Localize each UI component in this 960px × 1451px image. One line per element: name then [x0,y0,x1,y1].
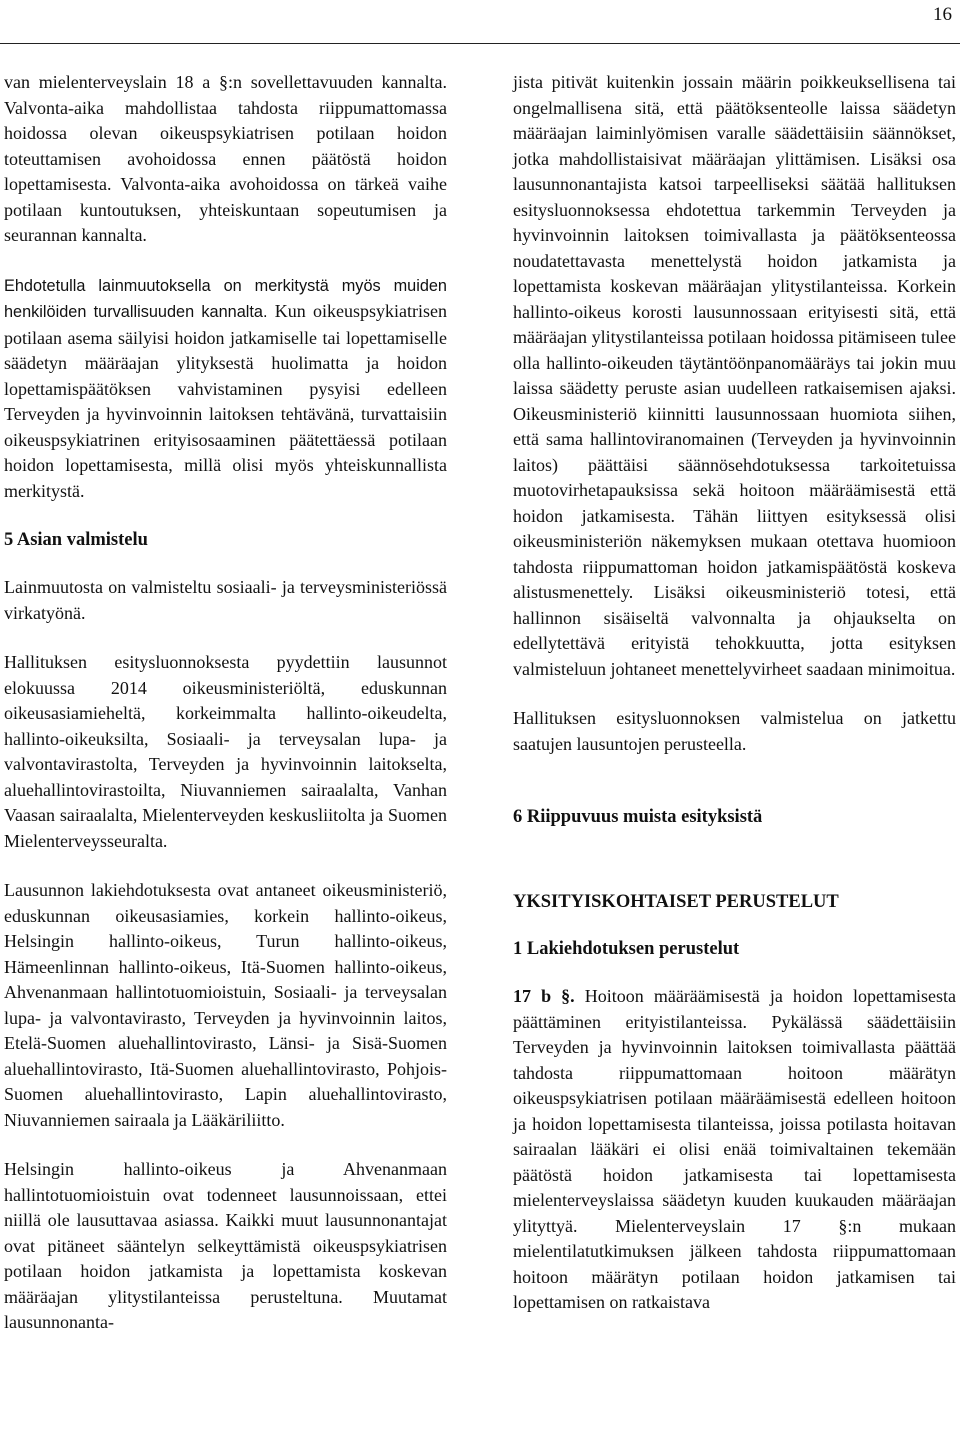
paragraph: van mielenterveyslain 18 a §:n sovellettavuuden kannalta. Valvonta-aika mahdollistaa tahdosta riippumattomassa hoidossa olevan oikeuspsykiatrisen potilaan hoidon toteuttamisen avohoidossa ennen päätöstä hoidon lopettamisesta. Valvonta-aika avohoidossa on tärkeä vaihe potilaan kuntoutuksen, yhteiskuntaan sopeutumisen ja seurannan kannalta. [4,72,447,245]
paragraph [513,984,956,1316]
paragraph [4,273,447,505]
page-number: 16 [933,4,952,25]
right-column [513,70,956,1316]
paragraph: Hallituksen esitysluonnoksesta pyydettiin lausunnot elokuussa 2014 oikeusministeriöltä, eduskunnan oikeusasiamieheltä, korkeimmalta hallinto-oikeudelta, hallinto-oikeuksilta, Sosiaali- ja terveysalan lupa- ja valvontavirastolta, Terveyden ja hyvinvoinnin laitokselta, aluehallintovirastoilta, Niuvanniemen sairaalalta, Vanhan Vaasan sairaalalta, Mielenterveyden keskusliitolta ja Suomen Mielenterveysseuralta. [4,652,447,851]
section-heading: YKSITYISKOHTAISET PERUSTELUT [513,892,839,912]
section-heading: 5 Asian valmistelu [4,530,148,550]
section-heading: 1 Lakiehdotuksen perustelut [513,939,740,959]
left-column [4,70,447,1336]
paragraph: Helsingin hallinto-oikeus ja Ahvenanmaan hallintotuomioistuin ovat todenneet lausunnoissaan, ettei niillä ole lausuttavaa asiassa. Kaikki muut lausunnonantajat ovat pitäneet sääntelyn selkeyttämistä oikeuspsykiatrisen potilaan hoidon jatkamista ja lopettamista koskevan määräajan ylitystilanteissa perusteltuna. Muutamat lausunnonanta- [4,1159,447,1332]
section-label: 17 b §. [513,986,575,1006]
paragraph-text: Kun oikeuspsykiatrisen potilaan asema säilyisi hoidon jatkamiselle tai lopettamiselle säädetyn määräajan ylityksestä huolimatta ja hoidon lopettamispäätöksen vahvistaminen pysyisi edelleen Terveyden ja hyvinvoinnin laitoksen tehtävänä, turvattaisiin oikeuspsykiatrinen erityisosaaminen päätettäessä potilaan hoidon lopettamisesta, millä olisi myös yhteiskunnallista merkitystä. [4,301,448,501]
sans-text-span: Ehdotetulla lainmuutoksella on merkitystä myös muiden henkilöiden turvallisuuden kannalta. [4,276,447,321]
paragraph-text: Hoitoon määräämisestä ja hoidon lopettamisesta päättäminen erityistilanteissa. Pykälässä säädettäisiin Terveyden ja hyvinvoinnin laitoksen toimivallasta päättää tahdosta riippumattomaan hoitoon määrätyn oikeuspsykiatrisen potilaan määräämisestä edelleen hoitoon ja hoidon lopettamisesta tilanteissa, joissa potilasta hoitavan sairaalan lääkäri ei olisi enää toimivaltainen tekemään päätöstä hoidon jatkamisesta tai lopettamisesta mielenterveyslaissa säädetyn kuuden kuukauden määräajan ylityttyä. Mielenterveyslain 17 §:n mukaan mielentilatutkimuksen jälkeen tahdosta riippumattomaan hoitoon määrätyn potilaan hoidon jatkamisen tai lopettamisen on ratkaistava [513,986,956,1312]
paragraph: jista pitivät kuitenkin jossain määrin poikkeuksellisena tai ongelmallisena sitä, että päätöksenteolle laissa säädetyn määräajan laiminlyömisen varalle säädettäisiin säännökset, jotka mahdollistaisivat määräajan ylittämisen. Lisäksi osa lausunnonantajista katsoi tarpeelliseksi säätää hallituksen esitysluonnoksessa ehdotettua tarkemmin Terveyden ja hyvinvoinnin laitoksen toimivallasta ja päätöksenteossa noudatettavasta menettelystä hoidon jatkamista ja lopettamista koskevan määräajan ylitystilanteissa. Korkein hallinto-oikeus korosti lausunnossaan erityisesti sitä, että määräajan ylitystilanteissa potilaan hoidossa pitämiseen tulee olla hallinto-oikeuden täytäntöönpanomääräys tai jokin muu laissa säädetty peruste asian uudelleen ratkaisemisen ajaksi. Oikeusministeriö kiinnitti lausunnossaan huomiota siihen, että sama hallintoviranomainen (Terveyden ja hyvinvoinnin laitos) päättäisi säännösehdotuksessa tarkoitetuissa muotovirhetapauksissa sekä hoitoon määräämisestä että hoidon jatkamisesta. Tähän liittyen esityksessä olisi oikeusministeriön näkemyksen mukaan otettava huomioon tahdosta riippumattoman hoidon jatkamispäätöstä koskeva alistusmenettely. Lisäksi oikeusministeriö totesi, että hallinnon sisäiseltä valvonnalta ja ohjaukselta on edellytettävä erityistä tehokkuutta, jotta esityksen valmisteluun johtaneet menettelyvirheet saadaan minimoitua. [513,72,956,679]
header-rule [0,43,960,44]
section-heading: 6 Riippuvuus muista esityksistä [513,807,763,827]
paragraph: Lainmuutosta on valmisteltu sosiaali- ja terveysministeriössä virkatyönä. [4,577,447,623]
paragraph: Lausunnon lakiehdotuksesta ovat antaneet oikeusministeriö, eduskunnan oikeusasiamies, korkein hallinto-oikeus, Helsingin hallinto-oikeus, Turun hallinto-oikeus, Hämeenlinnan hallinto-oikeus, Itä-Suomen hallinto-oikeus, Ahvenanmaan hallintotuomioistuin, Sosiaali- ja terveysalan lupa- ja valvontavirasto, Terveyden ja hyvinvoinnin laitos, Etelä-Suomen aluehallintovirasto, Länsi- ja Sisä-Suomen aluehallintovirasto, Itä-Suomen aluehallintovirasto, Pohjois-Suomen aluehallintovirasto, Lapin aluehallintovirasto, Niuvanniemen sairaala ja Lääkäriliitto. [4,880,447,1130]
paragraph: Hallituksen esitysluonnoksen valmistelua on jatkettu saatujen lausuntojen perusteella. [513,708,956,754]
